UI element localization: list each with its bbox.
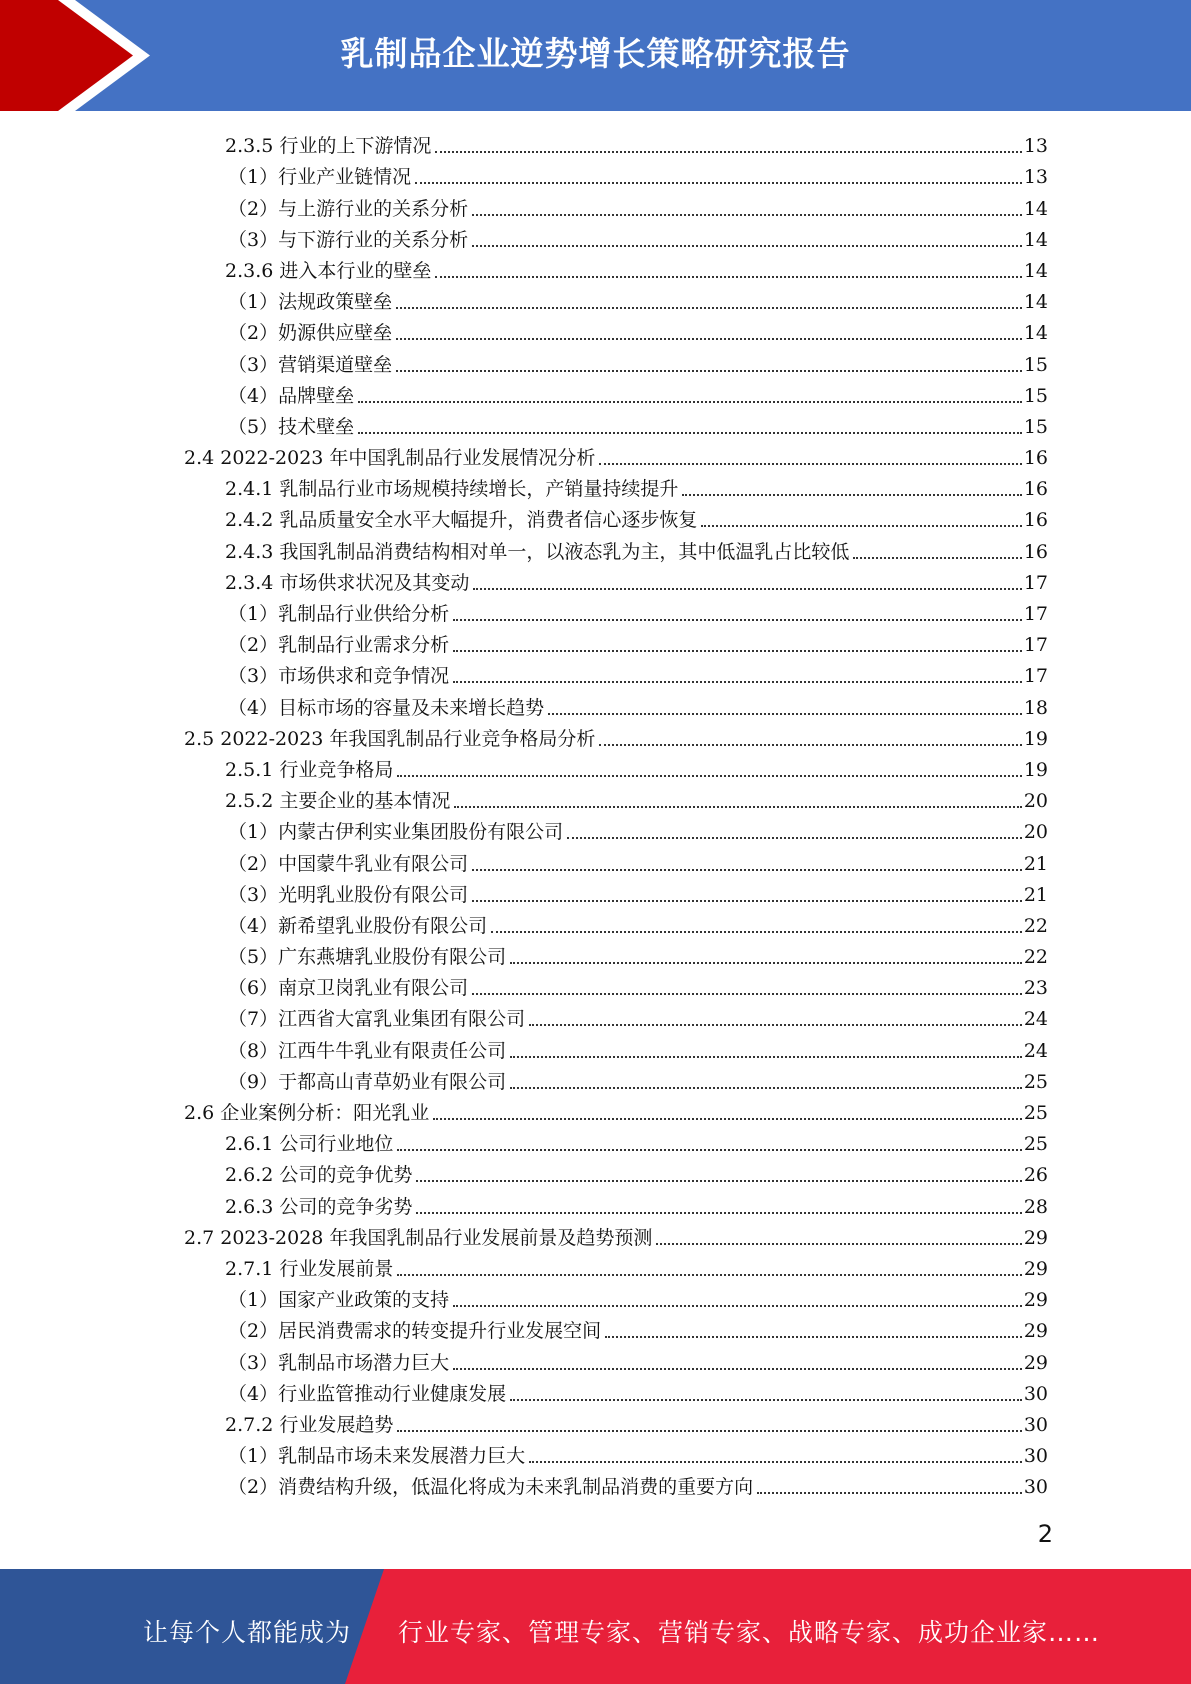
toc-entry-label: （8）江西牛牛乳业有限责任公司	[228, 1039, 507, 1062]
toc-entry-page: 29	[1023, 1289, 1048, 1312]
toc-entry-page: 25	[1023, 1102, 1048, 1124]
toc-entry-page: 29	[1023, 1226, 1048, 1249]
toc-entry-label: 2.7.2 行业发展趋势	[225, 1413, 394, 1436]
toc-dot-leader	[453, 680, 1022, 683]
toc-entry[interactable]	[0, 1156, 1191, 1187]
toc-entry-page: 23	[1023, 977, 1048, 1000]
toc-entry-label: 2.5 2022-2023 年我国乳制品行业竞争格局分析	[184, 727, 596, 750]
toc-entry-label: （3）光明乳业股份有限公司	[228, 883, 469, 906]
toc-entry-label: （3）与下游行业的关系分析	[228, 228, 469, 251]
toc-entry-label: （1）行业产业链情况	[228, 166, 412, 189]
toc-entry-label: （2）乳制品行业需求分析	[228, 634, 450, 657]
toc-dot-leader	[853, 556, 1021, 559]
toc-dot-leader	[416, 1211, 1021, 1214]
toc-dot-leader	[472, 992, 1022, 995]
toc-entry[interactable]	[0, 1406, 1191, 1437]
toc-entry-label: （2）中国蒙牛乳业有限公司	[228, 852, 469, 875]
toc-entry-label: （4）行业监管推动行业健康发展	[228, 1382, 507, 1405]
report-header	[0, 0, 1191, 111]
toc-entry-label: （5）技术壁垒	[228, 415, 355, 438]
toc-entry-page: 28	[1023, 1195, 1048, 1218]
toc-entry-page: 16	[1023, 447, 1048, 470]
toc-entry-page: 20	[1023, 821, 1048, 844]
toc-entry-label: （4）目标市场的容量及未来增长趋势	[228, 696, 545, 719]
toc-entry-label: （3）市场供求和竞争情况	[228, 665, 450, 688]
toc-entry-page: 14	[1023, 197, 1048, 220]
toc-entry-label: 2.4.1 乳制品行业市场规模持续增长，产销量持续提升	[225, 478, 679, 501]
toc-dot-leader	[491, 930, 1022, 933]
toc-entry-page: 19	[1023, 727, 1048, 750]
toc-entry-label: （2）消费结构升级，低温化将成为未来乳制品消费的重要方向	[228, 1476, 754, 1499]
toc-entry[interactable]	[0, 501, 1191, 532]
toc-dot-leader	[757, 1491, 1022, 1494]
toc-entry-page: 15	[1023, 415, 1048, 438]
toc-entry-label: 2.3.4 市场供求状况及其变动	[225, 571, 470, 594]
toc-entry-label: 2.6.1 公司行业地位	[225, 1133, 394, 1156]
toc-entry-label: （1）乳制品行业供给分析	[228, 603, 450, 625]
toc-entry[interactable]	[0, 158, 1191, 189]
toc-entry-label: 2.6 企业案例分析：阳光乳业	[184, 1102, 430, 1124]
toc-dot-leader	[567, 836, 1022, 839]
toc-entry-label: （2）居民消费需求的转变提升行业发展空间	[228, 1320, 602, 1343]
toc-entry[interactable]	[0, 189, 1191, 220]
toc-entry-label: 2.4.3 我国乳制品消费结构相对单一，以液态乳为主，其中低温乳占比较低	[225, 540, 850, 563]
toc-dot-leader	[397, 1148, 1021, 1151]
toc-entry-label: （2）与上游行业的关系分析	[228, 197, 469, 220]
toc-entry-label: 2.7.1 行业发展前景	[225, 1257, 394, 1280]
footer-slogan-right: 行业专家、管理专家、营销专家、战略专家、成功企业家……	[398, 1618, 1101, 1647]
toc-entry[interactable]	[0, 1468, 1191, 1499]
toc-dot-leader	[510, 1398, 1022, 1401]
toc-entry[interactable]	[0, 626, 1191, 657]
toc-entry[interactable]	[0, 221, 1191, 252]
toc-entry-label: （5）广东燕塘乳业股份有限公司	[228, 946, 507, 969]
toc-entry-label: 2.5.2 主要企业的基本情况	[225, 790, 451, 813]
toc-entry-page: 24	[1023, 1008, 1048, 1031]
toc-entry-page: 13	[1023, 135, 1048, 158]
toc-entry[interactable]	[0, 564, 1191, 595]
toc-entry[interactable]	[0, 252, 1191, 283]
toc-entry-page: 22	[1023, 914, 1048, 937]
toc-entry-page: 14	[1023, 228, 1048, 251]
toc-dot-leader	[453, 618, 1022, 621]
toc-entry-page: 16	[1023, 478, 1048, 501]
toc-dot-leader	[510, 1086, 1022, 1089]
toc-entry[interactable]	[0, 377, 1191, 408]
toc-dot-leader	[529, 1023, 1022, 1026]
toc-entry[interactable]	[0, 1125, 1191, 1156]
toc-dot-leader	[605, 1335, 1022, 1338]
toc-entry[interactable]	[0, 1031, 1191, 1062]
toc-entry-page: 17	[1023, 603, 1048, 625]
toc-dot-leader	[453, 1304, 1022, 1307]
toc-dot-leader	[599, 743, 1021, 746]
toc-entry[interactable]	[0, 1343, 1191, 1374]
toc-dot-leader	[510, 1055, 1022, 1058]
toc-dot-leader	[453, 1367, 1022, 1370]
toc-entry[interactable]	[0, 1312, 1191, 1343]
toc-entry[interactable]	[0, 283, 1191, 314]
toc-dot-leader	[701, 524, 1021, 527]
toc-entry-page: 21	[1023, 883, 1048, 906]
toc-entry[interactable]	[0, 1187, 1191, 1218]
toc-entry-label: 2.4 2022-2023 年中国乳制品行业发展情况分析	[184, 447, 596, 470]
toc-entry-label: （6）南京卫岗乳业有限公司	[228, 977, 469, 1000]
toc-entry-label: 2.3.5 行业的上下游情况	[225, 135, 432, 158]
toc-entry-page: 26	[1023, 1164, 1048, 1187]
toc-dot-leader	[453, 649, 1022, 652]
toc-entry-page: 29	[1023, 1257, 1048, 1280]
toc-entry[interactable]	[0, 751, 1191, 782]
toc-entry-page: 14	[1023, 322, 1048, 345]
toc-dot-leader	[472, 899, 1022, 902]
toc-entry-label: （1）内蒙古伊利实业集团股份有限公司	[228, 821, 564, 844]
toc-dot-leader	[599, 462, 1021, 465]
toc-entry-label: （9）于都高山青草奶业有限公司	[228, 1070, 507, 1093]
toc-dot-leader	[358, 431, 1022, 434]
toc-entry[interactable]	[0, 782, 1191, 813]
toc-entry-page: 25	[1023, 1133, 1048, 1156]
toc-entry[interactable]	[0, 345, 1191, 376]
toc-entry-page: 15	[1023, 353, 1048, 376]
toc-entry-label: 2.5.1 行业竞争格局	[225, 758, 394, 781]
toc-dot-leader	[397, 774, 1021, 777]
slogan-footer	[0, 1569, 1191, 1684]
toc-dot-leader	[416, 1179, 1021, 1182]
toc-entry-page: 17	[1023, 634, 1048, 657]
toc-entry-page: 25	[1023, 1070, 1048, 1093]
toc-entry-label: 2.3.6 进入本行业的壁垒	[225, 259, 432, 282]
toc-entry[interactable]	[0, 1437, 1191, 1468]
toc-dot-leader	[529, 1460, 1022, 1463]
toc-entry-label: 2.6.3 公司的竞争劣势	[225, 1195, 413, 1218]
toc-entry[interactable]	[0, 813, 1191, 844]
toc-dot-leader	[396, 337, 1022, 340]
footer-slogan-left: 让每个人都能成为	[143, 1618, 352, 1647]
toc-entry-page: 22	[1023, 946, 1048, 969]
table-of-contents	[0, 127, 1191, 1499]
toc-entry-page: 20	[1023, 790, 1048, 813]
toc-entry-page: 21	[1023, 852, 1048, 875]
toc-entry-label: 2.7 2023-2028 年我国乳制品行业发展前景及趋势预测	[184, 1226, 653, 1249]
toc-dot-leader	[433, 1117, 1022, 1120]
toc-entry[interactable]	[0, 1375, 1191, 1406]
toc-entry-label: （1）法规政策壁垒	[228, 291, 393, 314]
toc-entry[interactable]	[0, 1000, 1191, 1031]
toc-entry[interactable]	[0, 876, 1191, 907]
toc-entry-label: （4）品牌壁垒	[228, 384, 355, 407]
toc-entry-label: （4）新希望乳业股份有限公司	[228, 914, 488, 937]
toc-entry[interactable]	[0, 969, 1191, 1000]
toc-dot-leader	[396, 369, 1022, 372]
toc-entry-page: 15	[1023, 384, 1048, 407]
toc-entry-label: （1）乳制品市场未来发展潜力巨大	[228, 1445, 526, 1468]
toc-entry-label: （7）江西省大富乳业集团有限公司	[228, 1008, 526, 1031]
toc-entry-page: 30	[1023, 1413, 1048, 1436]
toc-entry-page: 13	[1023, 166, 1048, 189]
toc-dot-leader	[397, 1273, 1021, 1276]
toc-entry[interactable]	[0, 127, 1191, 158]
toc-entry[interactable]	[0, 907, 1191, 938]
toc-entry-label: 2.4.2 乳品质量安全水平大幅提升，消费者信心逐步恢复	[225, 509, 698, 532]
toc-dot-leader	[548, 712, 1022, 715]
toc-entry-page: 30	[1023, 1382, 1048, 1405]
toc-entry-page: 24	[1023, 1039, 1048, 1062]
toc-entry[interactable]	[0, 844, 1191, 875]
toc-dot-leader	[682, 493, 1021, 496]
toc-entry[interactable]	[0, 1281, 1191, 1312]
toc-entry[interactable]	[0, 314, 1191, 345]
toc-entry[interactable]	[0, 408, 1191, 439]
toc-entry-page: 30	[1023, 1476, 1048, 1499]
toc-dot-leader	[656, 1242, 1021, 1245]
toc-entry-page: 14	[1023, 291, 1048, 314]
toc-dot-leader	[358, 400, 1022, 403]
toc-entry[interactable]	[0, 688, 1191, 719]
toc-dot-leader	[397, 1429, 1021, 1432]
toc-entry[interactable]	[0, 1094, 1191, 1125]
toc-dot-leader	[472, 213, 1022, 216]
toc-entry-page: 18	[1023, 696, 1048, 719]
toc-entry-page: 17	[1023, 665, 1048, 688]
toc-dot-leader	[454, 805, 1021, 808]
toc-entry[interactable]	[0, 1219, 1191, 1250]
toc-entry[interactable]	[0, 1063, 1191, 1094]
toc-entry-label: （1）国家产业政策的支持	[228, 1289, 450, 1312]
toc-entry[interactable]	[0, 439, 1191, 470]
toc-entry-label: （3）营销渠道壁垒	[228, 353, 393, 376]
toc-dot-leader	[472, 244, 1022, 247]
toc-entry-label: 2.6.2 公司的竞争优势	[225, 1164, 413, 1187]
toc-entry[interactable]	[0, 470, 1191, 501]
toc-dot-leader	[435, 150, 1021, 153]
toc-entry-page: 19	[1023, 758, 1048, 781]
toc-dot-leader	[396, 306, 1022, 309]
toc-entry[interactable]	[0, 938, 1191, 969]
toc-entry-label: （2）奶源供应壁垒	[228, 322, 393, 345]
toc-entry-label: （3）乳制品市场潜力巨大	[228, 1351, 450, 1374]
toc-entry-page: 16	[1023, 509, 1048, 532]
toc-entry[interactable]	[0, 720, 1191, 751]
toc-entry[interactable]	[0, 595, 1191, 626]
toc-entry-page: 17	[1023, 571, 1048, 594]
toc-dot-leader	[472, 868, 1022, 871]
toc-dot-leader	[415, 181, 1022, 184]
toc-entry-page: 16	[1023, 540, 1048, 563]
toc-entry-page: 29	[1023, 1320, 1048, 1343]
toc-entry-page: 30	[1023, 1445, 1048, 1468]
toc-entry-page: 14	[1023, 259, 1048, 282]
toc-dot-leader	[473, 587, 1021, 590]
page-number: 2	[1037, 1520, 1053, 1548]
toc-dot-leader	[510, 961, 1022, 964]
report-title: 乳制品企业逆势增长策略研究报告	[340, 34, 851, 73]
toc-entry[interactable]	[0, 1250, 1191, 1281]
toc-entry[interactable]	[0, 657, 1191, 688]
toc-entry[interactable]	[0, 532, 1191, 563]
toc-entry-page: 29	[1023, 1351, 1048, 1374]
toc-dot-leader	[435, 275, 1021, 278]
